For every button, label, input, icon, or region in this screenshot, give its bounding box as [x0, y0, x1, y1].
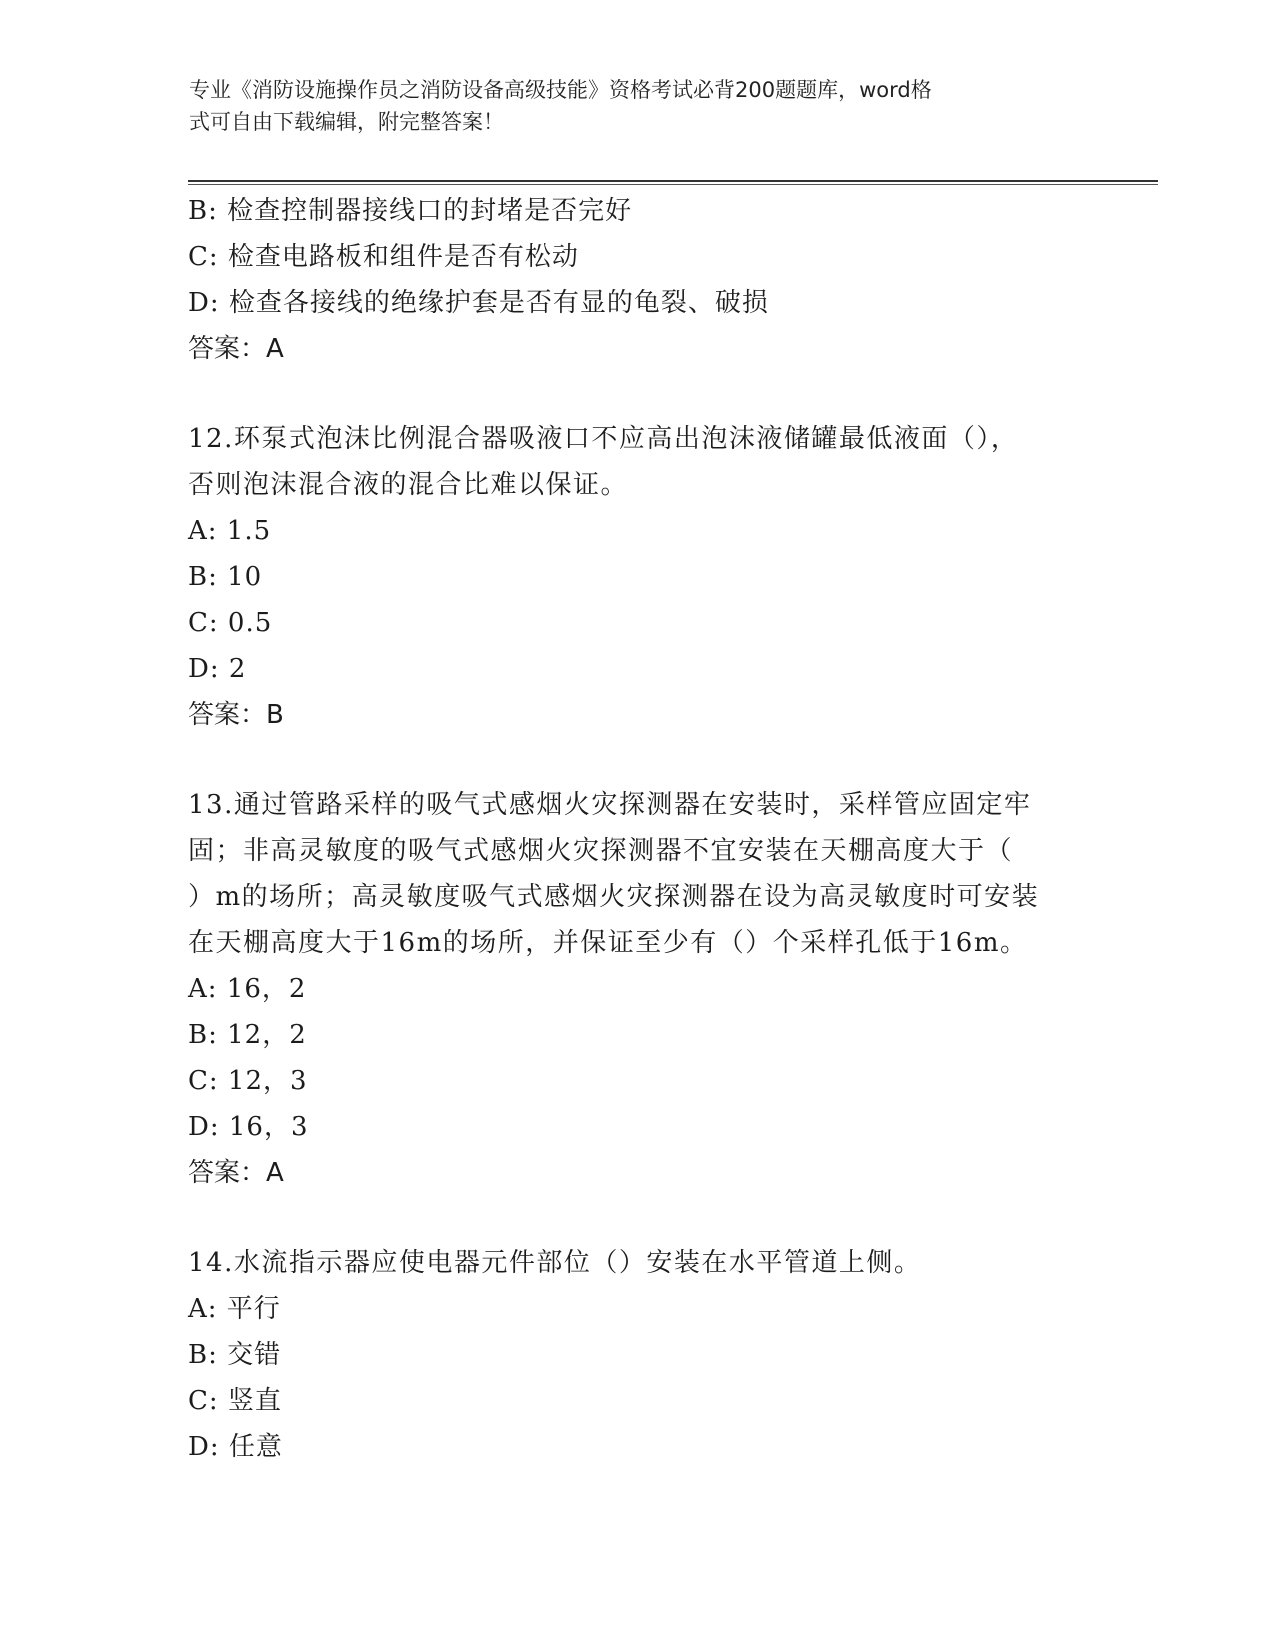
option-a: A: 1.5 [188, 516, 272, 546]
header-divider-thick [188, 180, 1158, 182]
option-c: C: 竖直 [188, 1386, 282, 1416]
question-list [188, 188, 1088, 1470]
option-d: D: 2 [188, 654, 247, 684]
document-header [189, 74, 1069, 138]
header-line-2: 式可自由下载编辑，附完整答案！ [189, 110, 504, 134]
option-c: C: 检查电路板和组件是否有松动 [188, 242, 579, 272]
question-text-line: ）m的场所；高灵敏度吸气式感烟火灾探测器在设为高灵敏度时可安装 [188, 882, 1040, 912]
question-11-tail [188, 188, 1088, 372]
spacer [188, 738, 1088, 782]
spacer [188, 372, 1088, 416]
spacer [188, 1196, 1088, 1240]
question-text-line: 13.通过管路采样的吸气式感烟火灾探测器在安装时，采样管应固定牢 [188, 790, 1032, 820]
question-text-line: 固；非高灵敏度的吸气式感烟火灾探测器不宜安装在天棚高度大于（ [188, 836, 1014, 866]
option-a: A: 16，2 [188, 974, 307, 1004]
header-line-1: 专业《消防设施操作员之消防设备高级技能》资格考试必背200题题库，word格 [189, 78, 932, 102]
option-b: B: 12，2 [188, 1020, 307, 1050]
option-b: B: 检查控制器接线口的封堵是否完好 [188, 196, 633, 226]
option-c: C: 12，3 [188, 1066, 308, 1096]
question-12 [188, 416, 1088, 738]
question-text-line: 在天棚高度大于16m的场所，并保证至少有（）个采样孔低于16m。 [188, 928, 1028, 958]
option-c: C: 0.5 [188, 608, 273, 638]
option-d: D: 检查各接线的绝缘护套是否有显的龟裂、破损 [188, 288, 769, 318]
answer-label: 答案：A [188, 334, 284, 364]
option-a: A: 平行 [188, 1294, 281, 1324]
option-d: D: 任意 [188, 1432, 283, 1462]
answer-label: 答案：B [188, 700, 284, 730]
question-13 [188, 782, 1088, 1196]
header-divider-thin [188, 184, 1158, 185]
question-text-line: 12.环泵式泡沫比例混合器吸液口不应高出泡沫液储罐最低液面（）， [188, 424, 1019, 454]
option-d: D: 16，3 [188, 1112, 309, 1142]
question-text-line: 14.水流指示器应使电器元件部位（）安装在水平管道上侧。 [188, 1248, 922, 1278]
answer-label: 答案：A [188, 1158, 284, 1188]
option-b: B: 10 [188, 562, 263, 592]
option-b: B: 交错 [188, 1340, 282, 1370]
question-text-line: 否则泡沫混合液的混合比难以保证。 [188, 470, 629, 500]
question-14 [188, 1240, 1088, 1470]
